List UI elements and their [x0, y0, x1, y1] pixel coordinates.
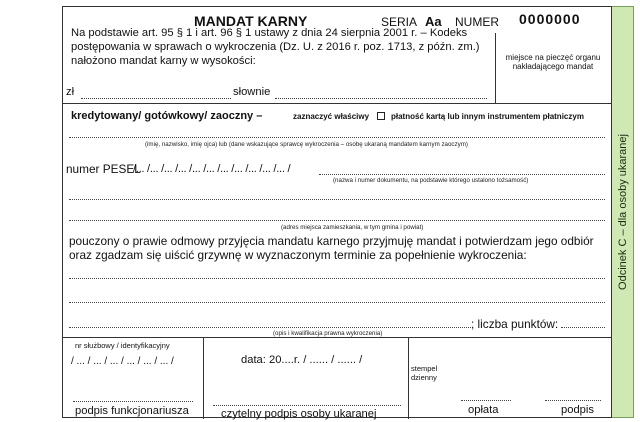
number-label: NUMER — [455, 15, 499, 29]
copy-c-label: Odcinek C – dla osoby ukaranej — [616, 134, 629, 290]
offender-signature-label: czytelny podpis osoby ukaranej — [221, 408, 377, 420]
offender-signature-field[interactable] — [213, 405, 401, 406]
offender-name-caption: (imię, nazwisko, imię ojca) lub (dane wskazujące sprawcę wykroczenia – osobę ukaraną mandatem karnym zaoczym) — [145, 141, 468, 148]
copy-c-side-strip — [612, 6, 634, 418]
amount-in-words-field[interactable] — [275, 98, 487, 99]
offence-description-line-1[interactable] — [69, 278, 605, 279]
pesel-label: numer PESEL — [66, 162, 141, 176]
penalty-points-label: ; liczba punktów: — [471, 317, 559, 331]
address-caption: (adres miejsca zamieszkania, w tym gmina i powiat) — [281, 224, 424, 231]
ticket-number: 0000000 — [519, 11, 581, 27]
series-label: SERIA — [381, 15, 418, 29]
fee-label: opłata — [468, 404, 499, 416]
identity-document-field[interactable] — [319, 174, 605, 175]
divider — [63, 103, 611, 104]
amount-words-label: słownie — [233, 86, 271, 98]
amount-field[interactable] — [81, 98, 231, 99]
series-value: Aa — [425, 14, 442, 29]
issuing-authority-stamp-area: miejsce na pieczęć organu nakładającego mandat — [505, 53, 601, 71]
stamp-signature-field[interactable] — [545, 400, 601, 401]
form-title: MANDAT KARNY — [194, 13, 308, 29]
payment-type-options[interactable]: kredytowany/ gotówkowy/ zaoczny – — [71, 110, 263, 122]
footer-divider — [63, 337, 611, 338]
offence-description-line-3[interactable] — [69, 327, 471, 328]
pesel-digit-slots[interactable]: /... /... /... /... /... /... /... /... /... /... /... / — [133, 163, 291, 175]
offender-name-field[interactable] — [69, 137, 605, 138]
officer-signature-label: podpis funkcjonariusza — [75, 405, 189, 417]
penalty-points-field[interactable] — [561, 327, 605, 328]
officer-id-slots[interactable]: / ... / ... / ... / ... / ... / ... / — [71, 356, 174, 367]
legal-basis-line-3: nałożono mandat karny w wysokości: — [71, 55, 256, 67]
fee-field[interactable] — [461, 400, 511, 401]
identity-document-caption: (nazwa i numer dokumentu, na podstawie którego ustalono tożsamość) — [333, 177, 529, 184]
declaration-line-1: pouczony o prawie odmowy przyjęcia mandatu karnego przyjmuję mandat i potwierdzam jego odbiór — [69, 234, 594, 248]
footer-column-divider-1 — [203, 337, 204, 419]
footer-column-divider-2 — [408, 337, 409, 419]
amount-zl-label: zł — [66, 86, 75, 98]
offence-description-line-2[interactable] — [69, 302, 605, 303]
officer-signature-field[interactable] — [73, 401, 193, 402]
daily-stamp-label: stempel dzienny — [411, 364, 438, 382]
card-payment-checkbox[interactable] — [377, 112, 385, 120]
declaration-line-2: oraz zgadzam się uiścić grzywnę w wyznaczonym terminie za popełnienie wykroczenia: — [69, 248, 527, 262]
payment-type-hint: zaznaczyć właściwy — [293, 112, 370, 121]
date-field[interactable]: data: 20....r. / ...... / ...... / — [241, 354, 363, 366]
card-payment-label: płatność kartą lub innym instrumentem płatniczym — [391, 112, 584, 121]
address-line-1[interactable] — [69, 199, 605, 200]
officer-id-label: nr służbowy / identyfikacyjny — [75, 341, 170, 350]
legal-basis-line-2: postępowania w sprawach o wykroczenia (Dz. U. z 2016 r. poz. 1713, z późn. zm.) — [71, 41, 480, 53]
fine-ticket-form — [62, 6, 612, 418]
stamp-box-border — [495, 33, 496, 103]
legal-basis-line-1: Na podstawie art. 95 § 1 i art. 96 § 1 ustawy z dnia 24 sierpnia 2001 r. – Kodeks — [71, 27, 468, 39]
address-line-2[interactable] — [69, 220, 605, 221]
stamp-signature-label: podpis — [561, 404, 594, 416]
offence-caption: (opis i kwalifikacja prawna wykroczenia) — [273, 330, 383, 337]
